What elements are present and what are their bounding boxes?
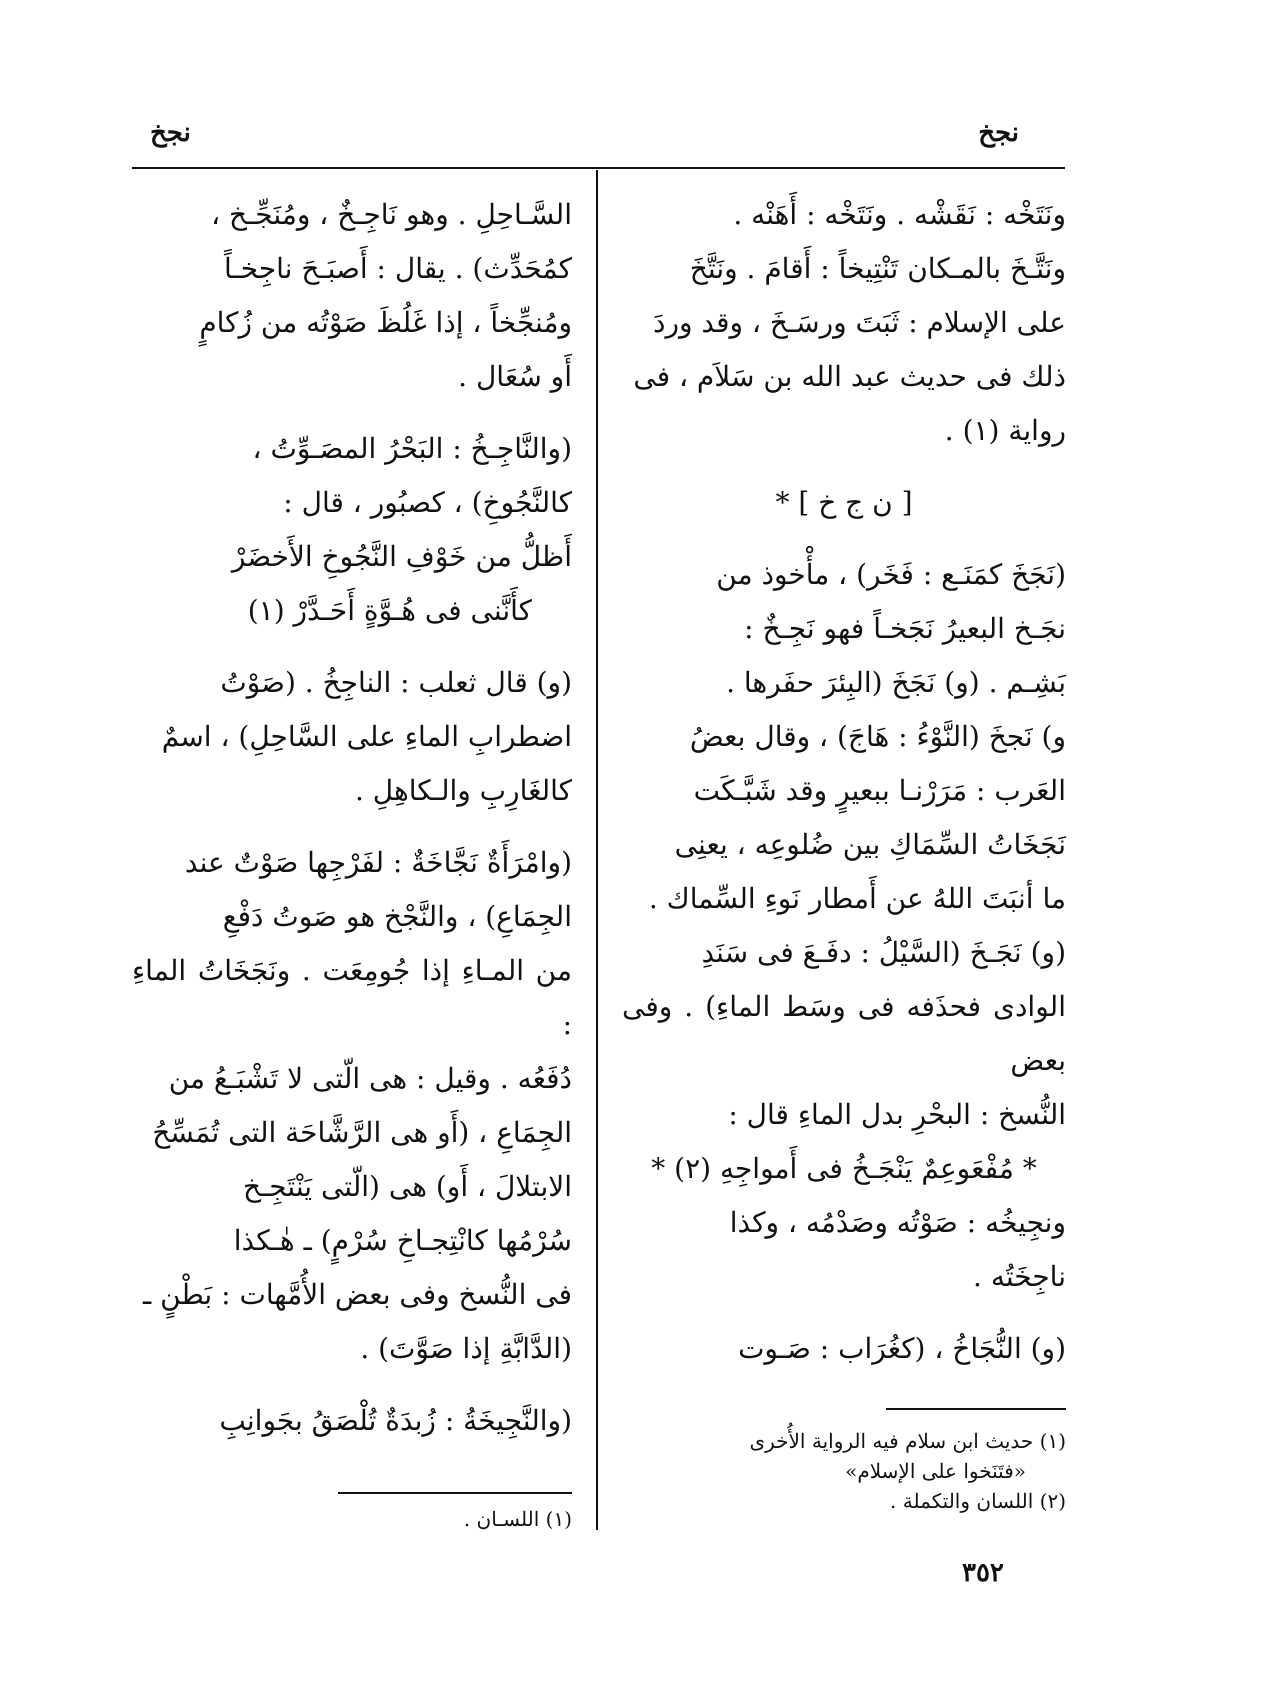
text-line: (الدَّابَّةِ إذا صَوَّتَ) .	[360, 1332, 572, 1365]
footnote-left: (١) اللسـان .	[463, 1507, 572, 1531]
column-divider	[596, 170, 598, 1530]
footnote-rule-right	[886, 1408, 1066, 1410]
text-line: ونجِيخُه : صَوْتُه وصَدْمُه ، وكذا	[729, 1206, 1066, 1239]
text-line: النُّسخ : البحْرِ بدل الماءِ قال :	[728, 1098, 1066, 1131]
text-line: الجِمَاعِ) ، والنَّجْخ هو صَوتُ دَفْعِ	[222, 900, 572, 933]
text-line: نجَـخ البعيرُ نَجَخـاً فهو نَجِـخٌ :	[744, 612, 1066, 645]
footnote-rule-left	[338, 1492, 572, 1494]
text-line: ونَتَخْه : نَقَشْه . ونَتَخْه : أَهَنْه .	[733, 198, 1066, 231]
text-line: نَجَخَاتُ السِّمَاكِ بين ضُلوعِه ، يعنِى	[674, 828, 1066, 861]
text-line: من المـاءِ إذا جُومِعَت . ونَجَخَاتُ الماءِ :	[132, 954, 572, 1041]
text-line: ونَتَّـخَ بالمـكان تَنْتِيخاً : أَقامَ . ونَتَّخَ	[689, 252, 1066, 285]
text-line: السَّـاحِلِ . وهو نَاجِـخٌ ، ومُنَجِّـخ ،	[211, 198, 572, 231]
text-line: (وامْرَأَةٌ نَجَّاخَةٌ : لفَرْجِها صَوْتٌ عند	[184, 846, 572, 879]
section-heading: [ ن ج خ ] *	[775, 486, 913, 519]
text-line: (والنَّجِيخَةُ : زُبدَةٌ تُلْصَقُ بجَوانِبِ	[219, 1404, 572, 1437]
text-line: ومُنجِّخاً ، إذا غَلُظَ صَوْتُه من زُكامٍ	[199, 306, 572, 339]
verse-line: كأَنَّنى فى هُـوَّةٍ أَحَـدَّرْ (١)	[247, 594, 532, 627]
text-line: دُفَعُه . وقيل : هى الّتى لا تَشْبَـعُ من	[168, 1062, 572, 1095]
text-line: الجِمَاعِ ، (أَو هى الرَّشَّاحَة التى تُمَسِّحُ	[152, 1116, 572, 1149]
text-line: ذلك فى حديث عبد الله بن سَلاَم ، فى	[633, 360, 1066, 393]
text-line: (و) النُّجَاخُ ، (كغُرَاب : صَـوت	[738, 1332, 1066, 1365]
verse-line: * مُفْعَوعِمٌ يَنْجَـخُ فى أَمواجِهِ (٢) *	[651, 1152, 1037, 1185]
text-line: رواية (١) .	[944, 414, 1066, 447]
verse-line: أَظلُّ من خَوْفِ النَّجُوخِ الأَخضَرْ	[231, 540, 572, 573]
footnote: (٢) اللسان والتكملة .	[890, 1489, 1066, 1513]
text-line: على الإسلام : ثَبَتَ ورسَـخَ ، وقد وردَ	[653, 306, 1066, 339]
running-header-right: نجخ	[978, 118, 1019, 148]
text-line: (نَجَخَ كمَنَـع : فَخَر) ، مأْخوذ من	[716, 558, 1066, 591]
page-number: ٣٥٢	[962, 1558, 1004, 1588]
text-line: كالنَّجُوخِ) ، كصبُور ، قال :	[283, 486, 572, 519]
text-line: سُرْمُها كانْتِجـاخِ سُرْمٍ) ـ هٰـكذا	[233, 1224, 572, 1257]
text-line: اضطرابِ الماءِ على السَّاحِلِ) ، اسمٌ	[161, 720, 572, 753]
right-column	[622, 188, 1066, 1376]
text-line: ناجِخَتُه .	[973, 1260, 1066, 1293]
text-line: (و) نَجَـخَ (السَّيْلُ : دفَـعَ فى سَنَدِ	[701, 936, 1066, 969]
text-line: الوادى فحذَفه فى وسَط الماءِ) . وفى بعض	[622, 990, 1066, 1077]
text-line: و) نَجخَ (النَّوْءُ : هَاجَ) ، وقال بعضُ	[689, 720, 1066, 753]
text-line: بَشِـم . (و) نَجَخَ (البِئرَ حفَرها .	[726, 666, 1066, 699]
footnote: (١) حديث ابن سلام فيه الرواية الأُخرى	[749, 1429, 1066, 1453]
text-line: أَو سُعَال .	[458, 360, 572, 393]
text-line: العَرب : مَرَرْنـا ببعيرٍ وقد شَبَّـكَت	[693, 774, 1066, 807]
text-line: ما أنبَتَ اللهُ عن أَمطار نَوءِ السِّماك .	[648, 882, 1066, 915]
left-column	[132, 188, 572, 1448]
text-line: الابتلالَ ، أَو) هى (الّتى يَنْتَجِـخ	[243, 1170, 572, 1203]
text-line: (والنَّاجِـخُ : البَحْرُ المصَـوِّتُ ،	[252, 432, 572, 465]
footnote: «فتَنَخوا على الإسلام»	[845, 1459, 1026, 1483]
text-line: فى النُّسخ وفى بعض الأُمَّهات : بَطْنٍ ـ	[143, 1278, 572, 1311]
footnotes-right	[622, 1426, 1066, 1516]
running-header-left: نجخ	[150, 118, 191, 148]
header-rule	[132, 167, 1065, 169]
text-line: (و) قال ثعلب : الناجِخُ . (صَوْتُ	[220, 666, 572, 699]
text-line: كالغَارِبِ والـكاهِلِ .	[354, 774, 572, 807]
text-line: كمُحَدِّث) . يقال : أَصبَـحَ ناجِخـاً	[224, 252, 572, 285]
